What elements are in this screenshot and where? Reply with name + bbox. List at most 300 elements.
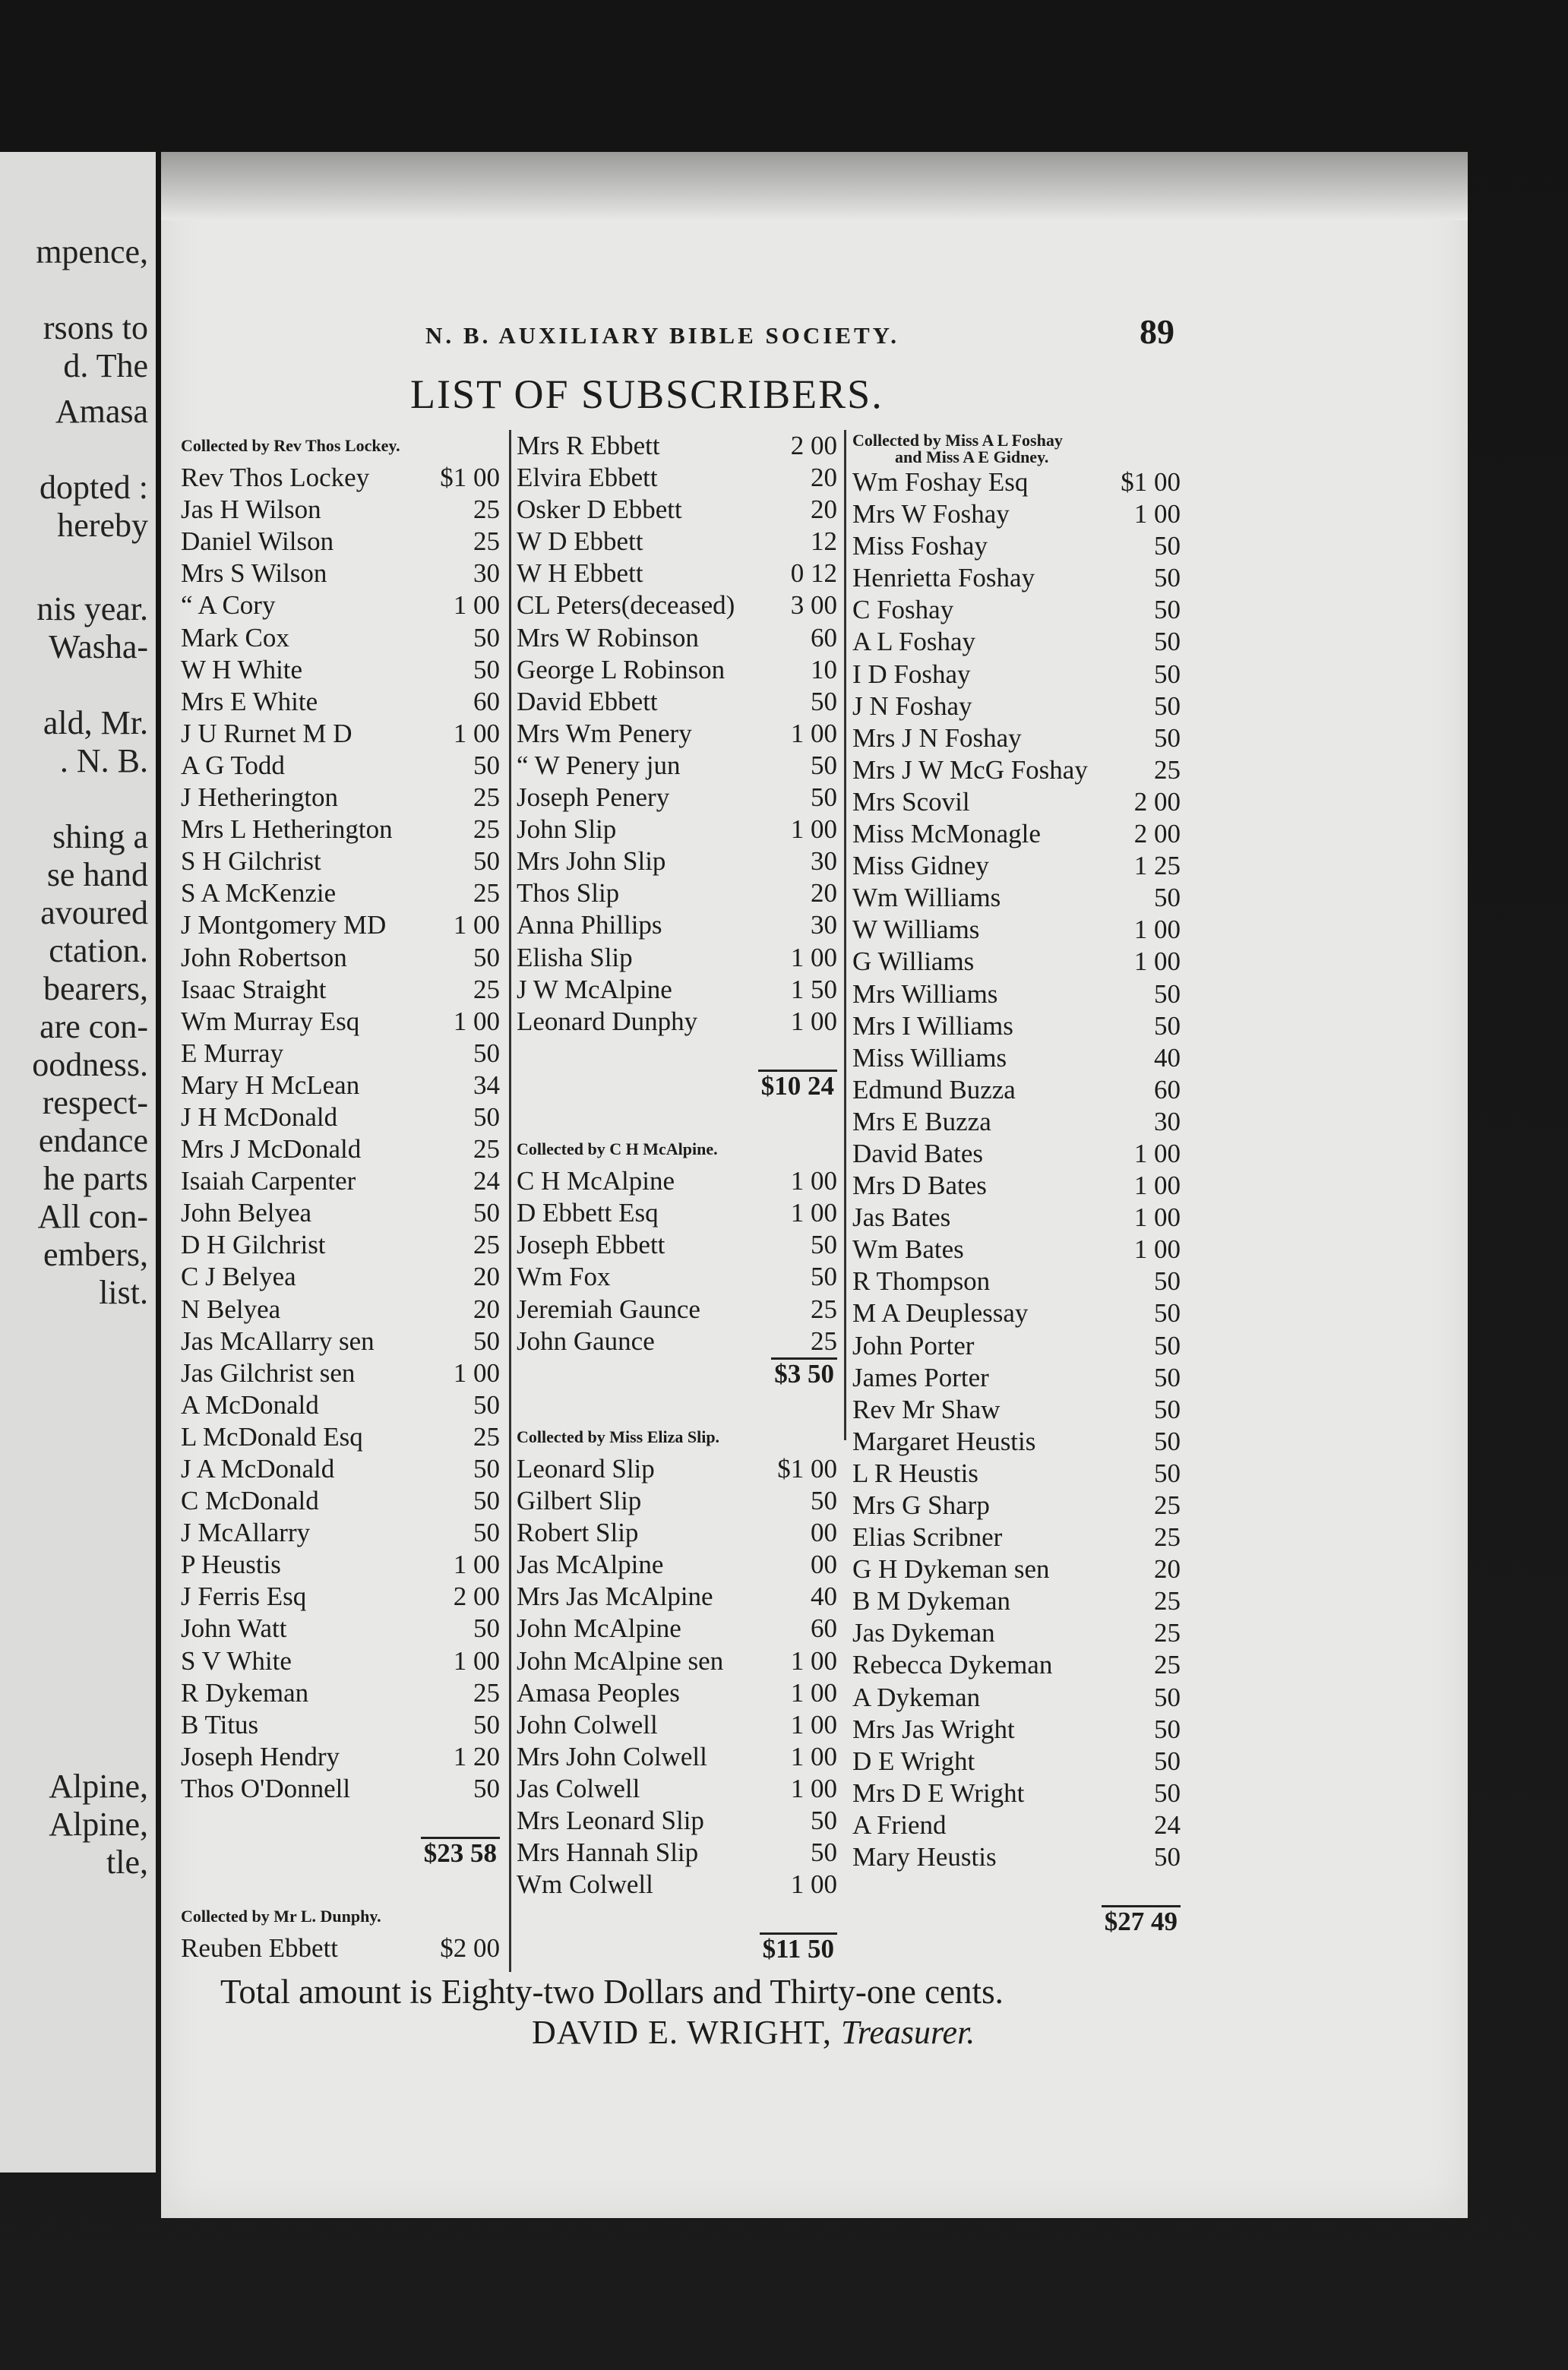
subscriber-amount: 50 <box>1154 690 1181 721</box>
collector-name-line2: and Miss A E Gidney. <box>895 447 1049 466</box>
subscriber-name: John McAlpine <box>517 1613 681 1644</box>
subscriber-name: Mary H McLean <box>181 1070 360 1100</box>
subscriber-row <box>514 877 842 909</box>
subscriber-row <box>178 1006 504 1038</box>
subscriber-amount: 25 <box>473 974 500 1004</box>
subscriber-amount: 50 <box>811 1806 837 1836</box>
subscriber-amount: 34 <box>473 1070 500 1100</box>
collector-name-line1: Collected by Miss A L Foshay <box>852 431 1063 450</box>
subscriber-column-3 <box>849 430 1185 1937</box>
subscriber-amount: 1 00 <box>453 1550 500 1580</box>
subscriber-row <box>849 690 1185 722</box>
subscriber-amount: 50 <box>473 1038 500 1068</box>
subscriber-amount: 50 <box>1154 1778 1181 1808</box>
subscriber-amount: 1 00 <box>1133 915 1181 945</box>
subscriber-row <box>514 1645 842 1677</box>
subscriber-row <box>514 1294 842 1326</box>
subscriber-amount: 1 00 <box>790 814 837 845</box>
subscriber-name: Mrs I Williams <box>852 1010 1013 1041</box>
subscriber-name: L McDonald Esq <box>181 1421 363 1452</box>
subscriber-name: Miss Gidney <box>852 851 989 881</box>
subscriber-name: Edmund Buzza <box>852 1074 1016 1104</box>
subscriber-row <box>514 942 842 974</box>
subscriber-amount: 1 00 <box>453 910 500 940</box>
subscriber-name: Jas Gilchrist sen <box>181 1357 356 1388</box>
subscriber-amount: 25 <box>473 526 500 557</box>
subscriber-row <box>849 818 1185 850</box>
subscriber-name: Mrs E Buzza <box>852 1106 991 1136</box>
subscriber-amount: 50 <box>1154 1682 1181 1712</box>
subscriber-amount: 1 00 <box>1133 1171 1181 1201</box>
subscriber-name: Mrs G Sharp <box>852 1490 990 1520</box>
collector-heading <box>849 430 1185 466</box>
subscriber-row <box>514 814 842 845</box>
subscriber-amount: $2 00 <box>440 1933 500 1964</box>
subscriber-row <box>514 1613 842 1645</box>
subscriber-row <box>514 1773 842 1805</box>
subscriber-row <box>849 1714 1185 1746</box>
facing-page-text: avoured <box>40 894 148 931</box>
subscriber-row <box>849 1778 1185 1809</box>
subscriber-amount: 50 <box>473 750 500 780</box>
subscriber-amount: 1 00 <box>1133 1202 1181 1233</box>
subscriber-row <box>514 909 842 941</box>
subscriber-row <box>849 1522 1185 1553</box>
subscriber-row <box>178 1932 504 1964</box>
subscriber-row <box>514 1229 842 1261</box>
subscriber-amount: 50 <box>1154 1330 1181 1360</box>
subscriber-name: R Dykeman <box>181 1677 309 1708</box>
facing-page-text: nis year. <box>36 590 148 627</box>
subtotal-row <box>849 1905 1185 1937</box>
facing-page-text: list. <box>99 1274 148 1311</box>
subscriber-amount: 2 00 <box>1133 786 1181 817</box>
subscriber-name: James Porter <box>852 1362 989 1392</box>
subscriber-amount: 1 00 <box>790 1166 837 1196</box>
subscriber-name: Wm Fox <box>517 1262 611 1292</box>
subscriber-row <box>514 974 842 1006</box>
subscriber-amount: 25 <box>1154 1490 1181 1520</box>
subscriber-row <box>514 526 842 558</box>
subscriber-amount: 25 <box>473 814 500 845</box>
subscriber-name: B M Dykeman <box>852 1586 1011 1616</box>
subscriber-amount: 20 <box>473 1262 500 1292</box>
subscriber-amount: 1 20 <box>453 1741 500 1771</box>
subscriber-row <box>514 1805 842 1837</box>
subscriber-amount: 50 <box>473 1518 500 1548</box>
subscriber-row <box>849 754 1185 786</box>
subscriber-name: Mrs Jas Wright <box>852 1714 1015 1744</box>
subscriber-amount: 30 <box>811 846 837 877</box>
subscriber-row <box>514 1453 842 1485</box>
subscriber-name: J U Rurnet M D <box>181 718 352 748</box>
subscriber-row <box>514 750 842 782</box>
subscriber-row <box>178 845 504 877</box>
subscriber-row <box>514 1549 842 1581</box>
treasurer-title: Treasurer. <box>840 2014 975 2051</box>
subscriber-amount: 50 <box>811 750 837 780</box>
subscriber-row <box>514 782 842 814</box>
facing-page-text: dopted : <box>40 469 148 506</box>
facing-page-text: Washa- <box>49 628 148 665</box>
subscriber-amount: 50 <box>811 1262 837 1292</box>
subscriber-name: E Murray <box>181 1038 284 1068</box>
subscriber-amount: 25 <box>1154 1586 1181 1616</box>
subscriber-name: Thos Slip <box>517 878 620 908</box>
subscriber-amount: 25 <box>473 1677 500 1708</box>
subscriber-name: David Ebbett <box>517 686 658 716</box>
subscriber-amount: 50 <box>1154 1714 1181 1744</box>
subscriber-row <box>514 1741 842 1773</box>
subscriber-name: A G Todd <box>181 750 285 780</box>
subscriber-name: A Dykeman <box>852 1682 981 1712</box>
facing-page-text: rsons to <box>43 309 148 346</box>
subscriber-row <box>514 1261 842 1293</box>
subscriber-name: Mrs J W McG Foshay <box>852 754 1088 785</box>
subscriber-row <box>178 1326 504 1357</box>
subscriber-amount: 20 <box>811 463 837 493</box>
subscriber-row <box>849 850 1185 882</box>
subscriber-row <box>178 494 504 526</box>
subscriber-amount: 40 <box>811 1582 837 1612</box>
subscriber-amount: 50 <box>473 654 500 684</box>
subscriber-row <box>178 1101 504 1133</box>
subscriber-name: G Williams <box>852 946 975 977</box>
spacer <box>178 1805 504 1837</box>
subscriber-row <box>849 1234 1185 1266</box>
subscriber-amount: 1 00 <box>790 1645 837 1676</box>
subscriber-amount: 50 <box>473 1486 500 1516</box>
subscriber-row <box>178 686 504 718</box>
subscriber-name: J N Foshay <box>852 690 972 721</box>
subscriber-amount: 50 <box>811 1230 837 1260</box>
subscriber-amount: 25 <box>811 1326 837 1356</box>
subscriber-row <box>178 1645 504 1677</box>
subscriber-name: Mary Heustis <box>852 1842 997 1872</box>
subscriber-name: B Titus <box>181 1709 259 1740</box>
subscriber-name: Mrs Leonard Slip <box>517 1806 704 1836</box>
subscriber-name: Reuben Ebbett <box>181 1933 339 1964</box>
subscriber-name: S A McKenzie <box>181 878 337 908</box>
subscriber-name: A Friend <box>852 1809 947 1840</box>
subscriber-row <box>178 526 504 558</box>
subscriber-name: J Montgomery MD <box>181 910 387 940</box>
subtotal-amount: $10 24 <box>758 1070 837 1101</box>
subscriber-amount: 24 <box>1154 1809 1181 1840</box>
subscriber-amount: $1 00 <box>777 1454 837 1484</box>
subscriber-amount: 50 <box>1154 1298 1181 1329</box>
subscriber-name: John Slip <box>517 814 617 845</box>
subscriber-name: John Watt <box>181 1613 287 1644</box>
subscriber-row <box>178 1581 504 1613</box>
subscriber-row <box>514 1165 842 1197</box>
subscriber-amount: 20 <box>811 495 837 525</box>
subscriber-row <box>178 1421 504 1453</box>
subscriber-row <box>178 750 504 782</box>
facing-page-text: ctation. <box>49 932 148 969</box>
subscriber-amount: 2 00 <box>1133 819 1181 849</box>
subscriber-row <box>178 909 504 941</box>
torn-page-edge <box>161 152 1468 220</box>
subtotal-row <box>178 1837 504 1869</box>
subscriber-name: Robert Slip <box>517 1518 639 1548</box>
subscriber-amount: 0 12 <box>790 558 837 589</box>
subscriber-row <box>514 1837 842 1869</box>
subscriber-name: G H Dykeman sen <box>852 1554 1050 1585</box>
subscriber-amount: 25 <box>473 1230 500 1260</box>
subscriber-row <box>178 558 504 589</box>
subscriber-name: W H White <box>181 654 303 684</box>
subscriber-amount: 50 <box>473 1773 500 1803</box>
subscriber-row <box>514 1006 842 1038</box>
subscriber-row <box>849 1138 1185 1170</box>
subscriber-name: John Gaunce <box>517 1326 655 1356</box>
subscriber-row <box>514 1677 842 1709</box>
subscriber-name: J H McDonald <box>181 1101 338 1132</box>
subscriber-amount: 25 <box>1154 754 1181 785</box>
facing-page-text: Alpine, <box>49 1806 148 1843</box>
subscriber-row <box>178 589 504 621</box>
subscriber-name: D Ebbett Esq <box>517 1198 659 1228</box>
subscriber-name: Jas H Wilson <box>181 495 321 525</box>
subscriber-name: Miss Williams <box>852 1042 1007 1073</box>
subtotal-row <box>514 1357 842 1389</box>
subscriber-row <box>849 530 1185 562</box>
spacer <box>514 1389 842 1421</box>
subscriber-amount: 50 <box>1154 1746 1181 1776</box>
facing-page-text: se hand <box>46 856 148 893</box>
subscriber-name: “ A Cory <box>181 590 276 621</box>
subscriber-amount: 30 <box>473 558 500 589</box>
subscriber-amount: 1 00 <box>1133 946 1181 977</box>
subscriber-name: C McDonald <box>181 1486 319 1516</box>
subscriber-row <box>849 1106 1185 1138</box>
subscriber-row <box>849 1746 1185 1778</box>
subscriber-name: Mrs L Hetherington <box>181 814 393 845</box>
subscriber-amount: 25 <box>1154 1618 1181 1648</box>
subtotal-row <box>514 1070 842 1101</box>
subscriber-name: Jeremiah Gaunce <box>517 1294 700 1324</box>
subscriber-row <box>178 1485 504 1517</box>
subscriber-amount: 50 <box>1154 978 1181 1009</box>
subscriber-row <box>178 718 504 750</box>
subscriber-name: Mark Cox <box>181 622 289 653</box>
subscriber-row <box>849 1042 1185 1074</box>
subscriber-name: N Belyea <box>181 1294 281 1324</box>
subscriber-amount: 50 <box>1154 883 1181 913</box>
subscriber-amount: 30 <box>811 910 837 940</box>
subscriber-name: John Robertson <box>181 942 347 972</box>
subscriber-row <box>514 686 842 718</box>
subscriber-row <box>849 946 1185 978</box>
subscriber-row <box>849 1426 1185 1458</box>
subscriber-amount: 50 <box>1154 1010 1181 1041</box>
subscriber-amount: 1 00 <box>1133 1234 1181 1265</box>
treasurer-signature <box>532 2013 975 2052</box>
subscriber-amount: 50 <box>1154 563 1181 593</box>
subscriber-name: Rev Mr Shaw <box>852 1394 1001 1424</box>
subscriber-name: Leonard Dunphy <box>517 1006 698 1036</box>
subscriber-row <box>849 1266 1185 1297</box>
subscriber-amount: 12 <box>811 526 837 557</box>
subscriber-amount: 25 <box>473 1421 500 1452</box>
subscriber-row <box>514 1485 842 1517</box>
subscriber-name: Mrs John Colwell <box>517 1741 707 1771</box>
subscriber-amount: 25 <box>473 782 500 813</box>
subscriber-row <box>849 1585 1185 1617</box>
subscriber-name: Mrs E White <box>181 686 318 716</box>
subscriber-amount: 50 <box>473 1101 500 1132</box>
subscriber-row <box>514 1326 842 1357</box>
subscriber-row <box>178 1773 504 1805</box>
subscriber-row <box>849 1202 1185 1234</box>
subscriber-name: Osker D Ebbett <box>517 495 682 525</box>
subscriber-row <box>178 1357 504 1389</box>
subscriber-row <box>849 882 1185 914</box>
subscriber-row <box>849 594 1185 626</box>
subscriber-name: J Ferris Esq <box>181 1582 307 1612</box>
subscriber-name: M A Deuplessay <box>852 1298 1029 1329</box>
subscriber-name: Mrs S Wilson <box>181 558 327 589</box>
subscriber-name: Thos O'Donnell <box>181 1773 351 1803</box>
subscriber-row <box>849 1682 1185 1714</box>
subscriber-amount: 60 <box>811 1613 837 1644</box>
subscriber-row <box>514 718 842 750</box>
subscriber-amount: 1 00 <box>790 1741 837 1771</box>
subscriber-name: D E Wright <box>852 1746 975 1776</box>
subscriber-name: Miss McMonagle <box>852 819 1041 849</box>
subscriber-row <box>178 1741 504 1773</box>
subscriber-amount: 1 50 <box>790 974 837 1004</box>
facing-page-text: tle, <box>106 1844 148 1881</box>
subscriber-amount: 1 00 <box>453 590 500 621</box>
subscriber-row <box>178 1453 504 1485</box>
subscriber-row <box>849 1490 1185 1522</box>
subscriber-row <box>178 1709 504 1741</box>
subtotal-amount: $27 49 <box>1102 1905 1181 1936</box>
collector-heading <box>514 1133 842 1165</box>
subscriber-name: D H Gilchrist <box>181 1230 326 1260</box>
subscriber-name: Mrs Jas McAlpine <box>517 1582 713 1612</box>
subscriber-amount: 50 <box>473 1709 500 1740</box>
subscriber-name: Wm Murray Esq <box>181 1006 360 1036</box>
subscriber-amount: 1 00 <box>790 1677 837 1708</box>
subscriber-amount: 60 <box>811 622 837 653</box>
subscriber-row <box>849 1074 1185 1106</box>
facing-page-text: endance <box>38 1122 148 1159</box>
subscriber-name: P Heustis <box>181 1550 281 1580</box>
facing-page-text: embers, <box>43 1236 148 1273</box>
subscriber-row <box>178 1197 504 1229</box>
subscriber-name: Joseph Hendry <box>181 1741 340 1771</box>
subscriber-name: C Foshay <box>852 595 954 625</box>
facing-page-text: All con- <box>37 1198 148 1235</box>
subtotal-row <box>514 1932 842 1964</box>
subscriber-row <box>514 845 842 877</box>
subscriber-amount: 10 <box>811 654 837 684</box>
subscriber-name: I D Foshay <box>852 659 971 689</box>
subscriber-row <box>178 1677 504 1709</box>
subscriber-amount: 1 00 <box>790 1869 837 1900</box>
subscriber-name: Jas Dykeman <box>852 1618 995 1648</box>
subscriber-amount: 50 <box>473 1389 500 1420</box>
subscriber-name: Mrs W Foshay <box>852 499 1010 529</box>
collector-heading <box>178 430 504 462</box>
subscriber-amount: $1 00 <box>440 463 500 493</box>
subscriber-amount: 50 <box>473 1198 500 1228</box>
subscriber-row <box>514 462 842 494</box>
subscriber-amount: 40 <box>1154 1042 1181 1073</box>
subscriber-amount: 50 <box>1154 1842 1181 1872</box>
subscriber-name: Wm Colwell <box>517 1869 653 1900</box>
subscriber-amount: 50 <box>1154 627 1181 657</box>
subscriber-name: Isaac Straight <box>181 974 327 1004</box>
page-title: LIST OF SUBSCRIBERS. <box>410 371 884 417</box>
subscriber-amount: 1 00 <box>790 1773 837 1803</box>
subscriber-name: Mrs R Ebbett <box>517 431 660 460</box>
subscriber-row <box>849 659 1185 690</box>
total-amount-statement: Total amount is Eighty-two Dollars and Thirty-one cents. <box>220 1973 1004 2011</box>
subscriber-row <box>849 1010 1185 1042</box>
subscriber-column-2 <box>514 430 842 1965</box>
facing-page-fragment <box>0 152 156 2172</box>
spacer <box>514 1901 842 1932</box>
subscriber-amount: 25 <box>811 1294 837 1324</box>
subscriber-name: Daniel Wilson <box>181 526 334 557</box>
subscriber-row <box>514 558 842 589</box>
subscriber-row <box>178 1038 504 1070</box>
subscriber-row <box>849 626 1185 658</box>
subscriber-row <box>178 1133 504 1165</box>
subscriber-row <box>514 1709 842 1741</box>
subscriber-row <box>849 978 1185 1010</box>
subscriber-row <box>178 1229 504 1261</box>
subscriber-name: Jas Colwell <box>517 1773 640 1803</box>
subscriber-name: W H Ebbett <box>517 558 643 589</box>
subscriber-row <box>178 877 504 909</box>
subscriber-amount: 00 <box>811 1550 837 1580</box>
facing-page-text: ald, Mr. <box>43 704 148 741</box>
subscriber-amount: 25 <box>1154 1522 1181 1553</box>
subscriber-name: George L Robinson <box>517 654 726 684</box>
subscriber-row <box>849 1170 1185 1202</box>
treasurer-name: DAVID E. WRIGHT, <box>532 2014 832 2051</box>
subscriber-row <box>178 1294 504 1326</box>
collector-name: Collected by Rev Thos Lockey. <box>181 436 400 455</box>
subscriber-name: Wm Bates <box>852 1234 964 1265</box>
subscriber-row <box>849 722 1185 754</box>
subscriber-name: Leonard Slip <box>517 1454 655 1484</box>
subscriber-name: Rev Thos Lockey <box>181 463 370 493</box>
subscriber-row <box>178 1389 504 1421</box>
subscriber-name: C H McAlpine <box>517 1166 675 1196</box>
subscriber-name: Wm Foshay Esq <box>852 467 1029 497</box>
subscriber-name: Mrs Hannah Slip <box>517 1838 699 1868</box>
subscriber-amount: 25 <box>473 878 500 908</box>
subscriber-amount: 1 00 <box>453 1357 500 1388</box>
subscriber-name: Mrs J McDonald <box>181 1134 362 1164</box>
subscriber-name: John McAlpine sen <box>517 1645 724 1676</box>
subscriber-amount: 50 <box>473 1454 500 1484</box>
subscriber-name: Jas McAlpine <box>517 1550 664 1580</box>
subscriber-name: W Williams <box>852 915 980 945</box>
subscriber-amount: 1 25 <box>1133 851 1181 881</box>
column-divider <box>844 430 846 1440</box>
subscriber-name: Joseph Ebbett <box>517 1230 665 1260</box>
subscriber-name: Mrs Scovil <box>852 786 970 817</box>
page-number: 89 <box>1140 312 1174 351</box>
subscriber-name: Anna Phillips <box>517 910 662 940</box>
